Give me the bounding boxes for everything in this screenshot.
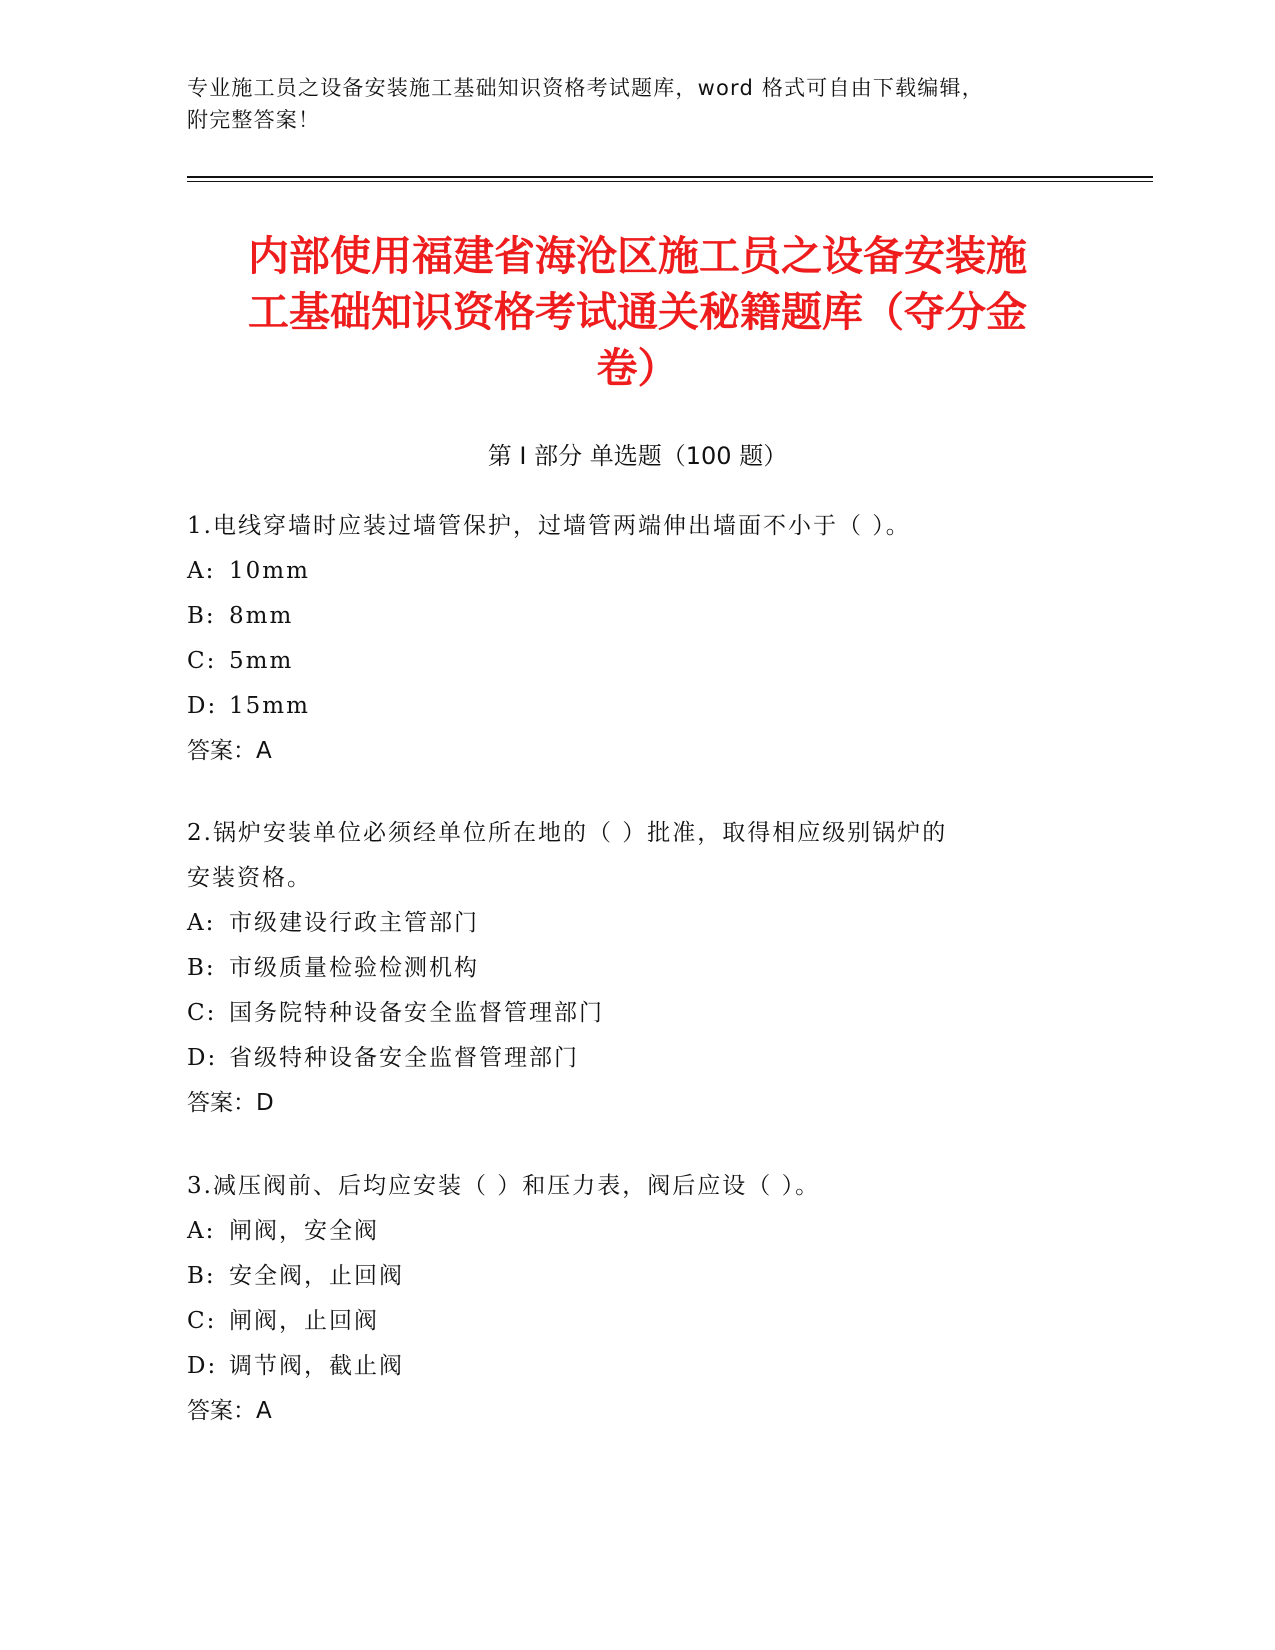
- question-answer: 答案：D: [187, 1090, 274, 1116]
- question-option-d: [187, 1344, 1087, 1389]
- header-note-line-2: 附完整答案！: [187, 108, 321, 132]
- question-3: [187, 1164, 1087, 1434]
- title-line-1: 内部使用福建省海沧区施工员之设备安装施: [248, 232, 1027, 280]
- option-letter: D:: [187, 1045, 218, 1071]
- option-text: 市级建设行政主管部门: [229, 910, 479, 936]
- option-text: 调节阀，截止阀: [229, 1353, 404, 1379]
- question-option-a: [187, 901, 1087, 946]
- question-option-d: [187, 1036, 1087, 1081]
- question-option-c: [187, 1299, 1087, 1344]
- question-option-c: [187, 991, 1087, 1036]
- question-option-b: [187, 1254, 1087, 1299]
- question-stem: [187, 811, 1087, 901]
- question-option-c: [187, 639, 1087, 684]
- question-option-d: [187, 684, 1087, 729]
- title-line-2: 工基础知识资格考试通关秘籍题库（夺分金: [248, 288, 1027, 336]
- question-option-a: [187, 1209, 1087, 1254]
- option-letter: B:: [187, 1263, 216, 1289]
- question-stem-line: 1.电线穿墙时应装过墙管保护，过墙管两端伸出墙面不小于（ ）。: [187, 513, 911, 539]
- question-option-a: [187, 549, 1087, 594]
- question-stem: [187, 1164, 1087, 1209]
- option-text: 5mm: [229, 648, 294, 674]
- option-text: 10mm: [229, 558, 310, 584]
- option-text: 闸阀，安全阀: [229, 1218, 379, 1244]
- header-divider-thick: [187, 176, 1153, 178]
- question-stem: [187, 504, 1087, 549]
- question-stem-line: 2.锅炉安装单位必须经单位所在地的（ ）批准，取得相应级别锅炉的: [187, 820, 948, 846]
- option-letter: D:: [187, 693, 218, 719]
- section-heading: 第 I 部分 单选题（100 题）: [487, 442, 788, 470]
- document-title: [140, 228, 1135, 396]
- option-letter: C:: [187, 648, 217, 674]
- option-text: 闸阀，止回阀: [229, 1308, 379, 1334]
- option-text: 8mm: [229, 603, 294, 629]
- question-2: [187, 811, 1087, 1126]
- option-text: 市级质量检验检测机构: [229, 955, 479, 981]
- question-1: [187, 504, 1087, 774]
- question-stem-line: 3.减压阀前、后均应安装（ ）和压力表，阀后应设（ ）。: [187, 1173, 821, 1199]
- option-letter: B:: [187, 603, 216, 629]
- header-note-line-1: 专业施工员之设备安装施工基础知识资格考试题库，word 格式可自由下载编辑，: [187, 76, 984, 100]
- question-option-b: [187, 946, 1087, 991]
- option-text: 省级特种设备安全监督管理部门: [229, 1045, 579, 1071]
- option-letter: D:: [187, 1353, 218, 1379]
- option-letter: A:: [187, 1218, 216, 1244]
- question-option-b: [187, 594, 1087, 639]
- option-text: 国务院特种设备安全监督管理部门: [229, 1000, 604, 1026]
- option-letter: B:: [187, 955, 216, 981]
- header-divider-thin: [187, 181, 1153, 182]
- header-note: [187, 72, 1067, 136]
- option-letter: C:: [187, 1308, 217, 1334]
- option-letter: C:: [187, 1000, 217, 1026]
- option-text: 15mm: [229, 693, 310, 719]
- question-answer: 答案：A: [187, 738, 272, 764]
- option-letter: A:: [187, 910, 216, 936]
- question-answer: 答案：A: [187, 1398, 272, 1424]
- option-text: 安全阀，止回阀: [229, 1263, 404, 1289]
- question-stem-line: 安装资格。: [187, 865, 312, 891]
- title-line-3: 卷）: [596, 344, 679, 392]
- option-letter: A:: [187, 558, 216, 584]
